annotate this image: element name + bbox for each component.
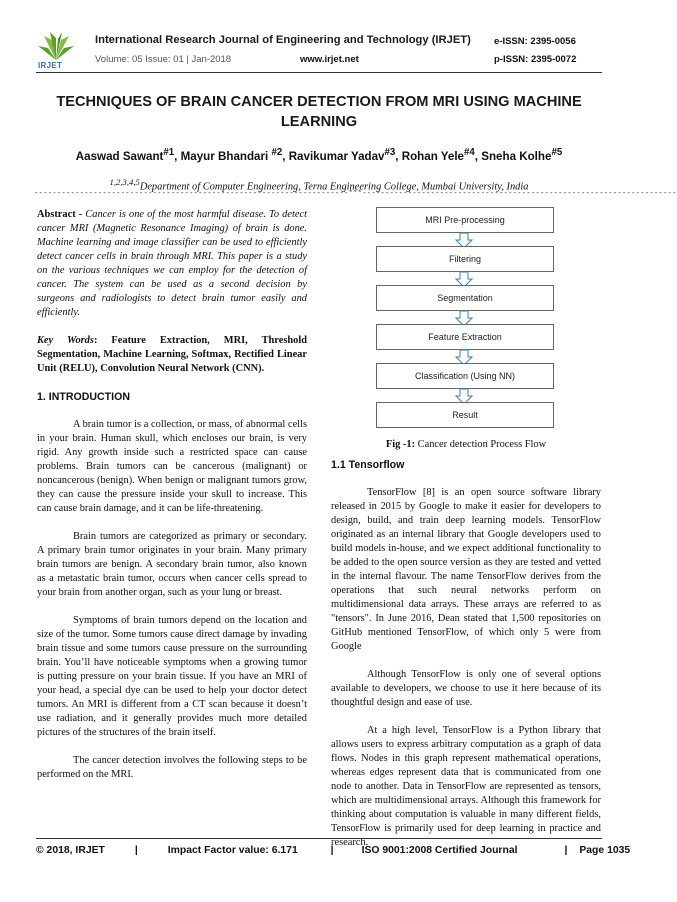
flow-step: MRI Pre-processing	[376, 207, 554, 233]
e-issn: e-ISSN: 2395-0056	[494, 36, 576, 47]
paragraph: At a high level, TensorFlow is a Python library that allows users to express arbitrary computation as a graph of data flows. Nodes in this graph represent mathematical operations, whereas edges represent data that is communicated from one node to another. Data in TensorFlow are represented as tensors, which are multidimensional arrays. Although this framework for thinking about computation is valuable in many different fields, TensorFlow is primarily used for deep learning in practice and research.	[331, 725, 601, 848]
affiliation-text: Department of Computer Engineering, Terna Engineering College, Mumbai University, India	[139, 181, 529, 193]
left-column	[37, 208, 307, 782]
section-separator: ---------------------------------------------------------------------***---------------------------------------------------------------------	[34, 190, 677, 198]
author-sup: #3	[384, 147, 396, 158]
journal-name: International Research Journal of Engineering and Technology (IRJET)	[95, 34, 471, 46]
figure-caption	[331, 439, 601, 450]
author-name: Rohan Yele	[401, 149, 465, 163]
footer-divider: |	[564, 845, 568, 856]
section-heading-introduction: 1. INTRODUCTION	[37, 391, 130, 403]
footer-iso: ISO 9001:2008 Certified Journal	[361, 845, 518, 856]
flow-step: Filtering	[376, 246, 554, 272]
paragraph: The cancer detection involves the following steps to be performed on the MRI.	[37, 755, 307, 780]
author-sup: #5	[551, 147, 563, 158]
author-name: Ravikumar Yadav	[288, 149, 385, 163]
abstract	[37, 208, 307, 320]
footer-divider: |	[134, 845, 138, 856]
flow-step: Segmentation	[376, 285, 554, 311]
author-sup: #1	[163, 147, 175, 158]
author-name: Aaswad Sawant	[75, 149, 164, 163]
logo-text: IRJET	[38, 61, 63, 70]
flow-step: Classification (Using NN)	[376, 363, 554, 389]
volume-issue: Volume: 05 Issue: 01 | Jan-2018	[95, 54, 232, 65]
paragraph: TensorFlow [8] is an open source software library released in 2015 by Google to make it easier for developers to design, build, and train deep learning models. TensorFlow originated as an internal library that Google developers used to build models in-house, and we expect additional functionality to be added to the open source version as they are tested and vetted in the internal flavour. The name TensorFlow derives from the operations that such neural networks perform on multidimensional data arrays. These arrays are referred to as "tensors". In June 2016, Dean stated that 1,500 repositories on GitHub mentioned TensorFlow, of which only 5 were from Google	[331, 487, 601, 652]
author-sup: #4	[464, 147, 475, 158]
figure-label: Fig -1:	[385, 439, 416, 450]
figure-caption-text: Cancer detection Process Flow	[417, 439, 547, 450]
abstract-label: Abstract -	[37, 209, 83, 220]
keywords	[37, 334, 307, 376]
p-issn: p-ISSN: 2395-0072	[494, 54, 577, 65]
footer-copyright: © 2018, IRJET	[36, 845, 105, 856]
footer-impact-factor: Impact Factor value: 6.171	[167, 845, 298, 856]
paper-title: TECHNIQUES OF BRAIN CANCER DETECTION FROM MRI USING MACHINE LEARNING	[56, 94, 582, 130]
author-name: Sneha Kolhe	[481, 149, 552, 163]
footer-page-number: Page 1035	[579, 845, 631, 856]
paragraph: Symptoms of brain tumors depend on the location and size of the tumor. Some tumors cause direct damage by invading brain tissue and some tumors cause pressure on the surrounding brain. You’ll have noticeable symptoms when a growing tumor is putting pressure on your brain tissue. If you have an MRI of your head, a special dye can be used to help your doctor detect tumors. An MRI is different from a CT scan because it doesn’t use radiation, and it generally provides much more detailed pictures of the structures of the brain itself.	[37, 615, 307, 738]
paragraph: A brain tumor is a collection, or mass, of abnormal cells in your brain. Human skull, which encloses our brain, is very rigid. Any growth inside such a restricted space can cause problems. Brain tumors can be cancerous (malignant) or noncancerous (benign). When benign or malignant tumors grow, they can cause the pressure inside your skull to increase. This can cause brain damage, and it can be life-threatening.	[37, 419, 307, 514]
footer-divider: |	[330, 845, 334, 856]
author-name: Mayur Bhandari	[180, 149, 269, 163]
author-sup: #2	[271, 147, 283, 158]
flow-step: Feature Extraction	[376, 324, 554, 350]
flow-step: Result	[376, 402, 554, 428]
keywords-text: : Feature Extraction, MRI, Threshold Segmentation, Machine Learning, Softmax, Rectified Linear Unit (RELU), Convolution Neural Network (CNN).	[37, 335, 307, 374]
affiliation-sup: 1,2,3,4,5	[109, 177, 140, 187]
section-heading-tensorflow: 1.1 Tensorflow	[331, 459, 405, 471]
header-rule	[36, 72, 602, 73]
paragraph: Although TensorFlow is only one of several options available to developers, we choose to use it here because of its thoughtful design and ease of use.	[331, 669, 601, 708]
process-flow-diagram	[376, 207, 554, 429]
journal-website-link[interactable]: www.irjet.net	[300, 54, 359, 65]
paragraph: Brain tumors are categorized as primary or secondary. A primary brain tumor originates in your brain. Many primary brain tumors are benign. A secondary brain tumor, also known as a metastatic brain tumor, occurs when cancer cells spread to your brain from another organ, such as your lung or breast.	[37, 531, 307, 598]
abstract-text: Cancer is one of the most harmful disease. To detect cancer MRI (Magnetic Resonance Imaging) of brain is done. Machine learning and image classifier can be used to efficiently detect cancer cells in brain through MRI. This paper is a study on the various techniques we can employ for the detection of cancer. The system can be used as a second decision by surgeons and radiologists to detect brain tumor easily and efficiently.	[37, 209, 307, 318]
footer-rule	[36, 838, 602, 839]
page-footer	[36, 845, 631, 856]
keywords-label: Key Words	[37, 335, 94, 346]
right-column	[331, 458, 601, 850]
author-list: Aaswad Sawant$^{\#1}$, Mayur Bhandari $^{\#2}$, Ravikumar Yadav$^{\#3}$, Rohan Yele$^{\#4}$, Sneha Kolhe$^{\#5}$	[75, 147, 563, 163]
